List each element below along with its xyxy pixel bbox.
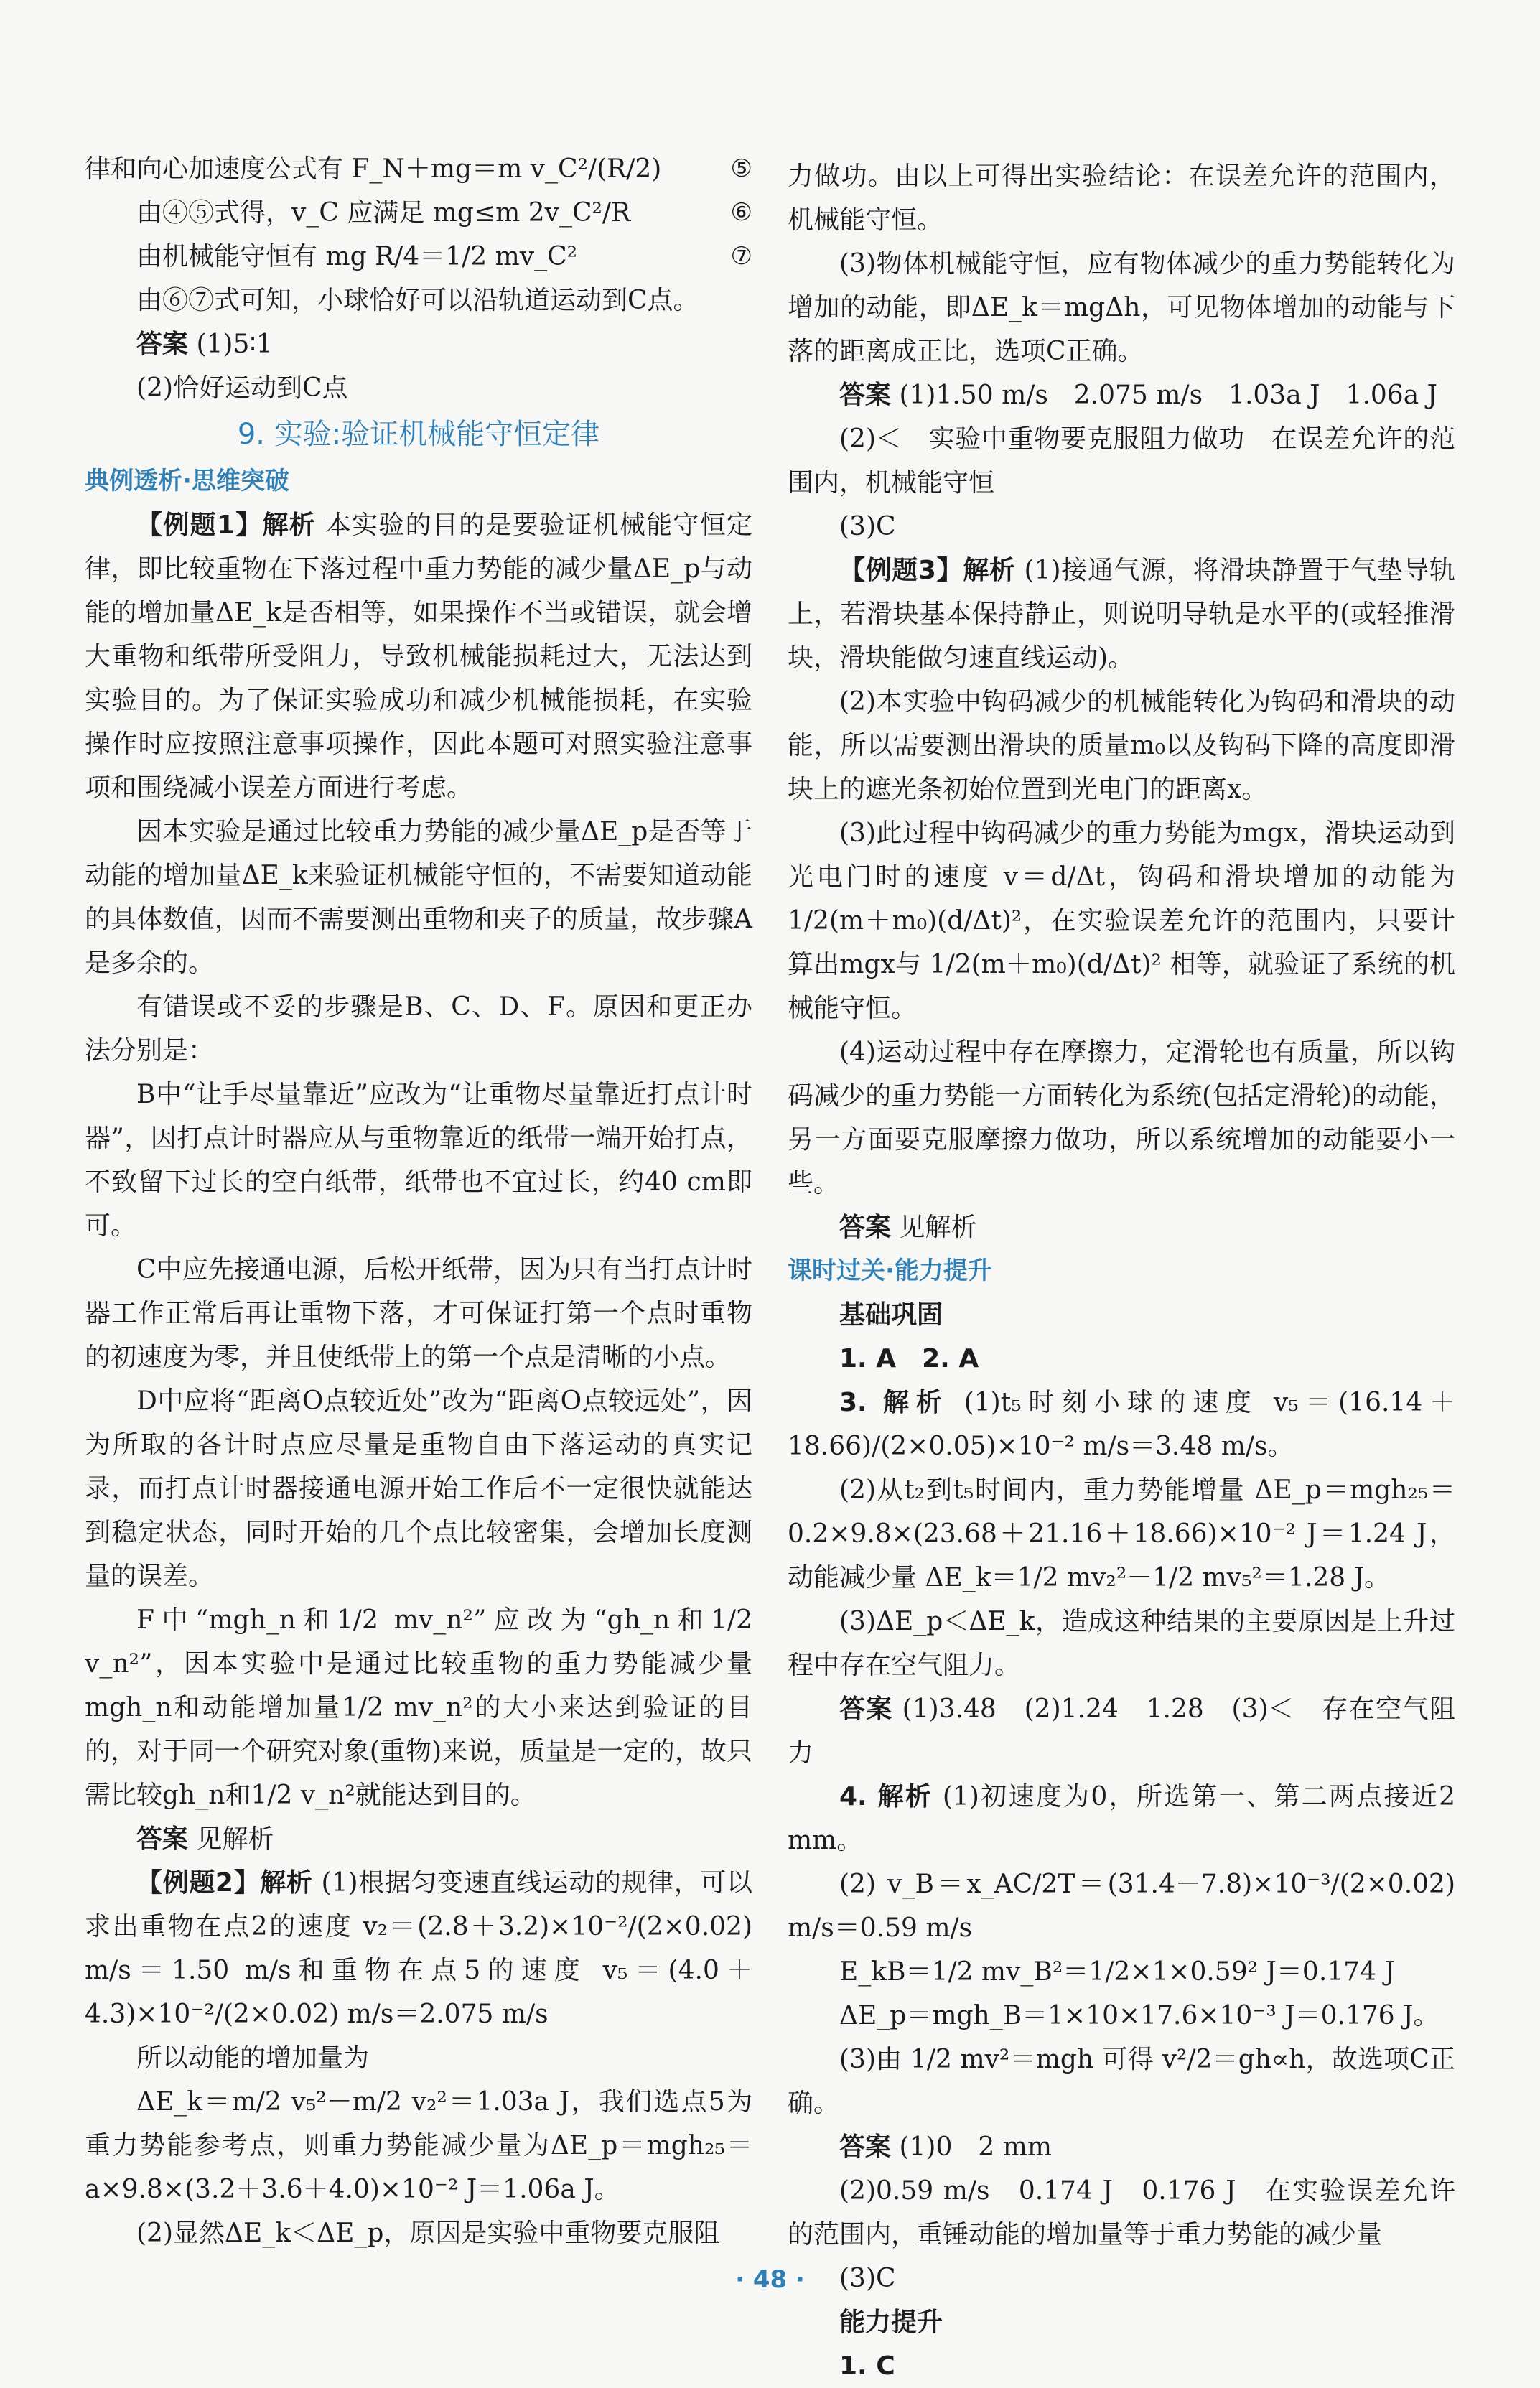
ability-heading: 能力提升 bbox=[839, 2308, 943, 2337]
right-column bbox=[788, 154, 1455, 2388]
paragraph: E_kB＝1/2 mv_B²＝1/2×1×0.59² J＝0.174 J bbox=[839, 1957, 1395, 1987]
paragraph: D中应将“距离O点较近处”改为“距离O点较远处”，因为所取的各计时点应尽量是重物自由下落运动的真实记录，而打点计时器接通电源开始工作后不一定很快就能达到稳定状态，同时开始的几个点比较密集，会增加长度测量的误差。 bbox=[85, 1386, 752, 1591]
answer-line: 答案 (1)0 2 mm bbox=[839, 2132, 1052, 2162]
paragraph: (3)由 1/2 mv²＝mgh 可得 v²/2＝gh∝h，故选项C正确。 bbox=[788, 2045, 1455, 2118]
answer-line: 答案 (1)3.48 (2)1.24 1.28 (3)＜ 存在空气阻力 bbox=[788, 1694, 1455, 1768]
paragraph: (3)ΔE_p＜ΔE_k，造成这种结果的主要原因是上升过程中存在空气阻力。 bbox=[788, 1607, 1455, 1680]
equation-7: 由机械能守恒有 mg R/4＝1/2 mv_C² ⑦ bbox=[136, 242, 752, 271]
paragraph: F中“mgh_n和1/2 mv_n²”应改为“gh_n和1/2 v_n²”，因本实验中是通过比较重物的重力势能减少量mgh_n和动能增加量1/2 mv_n²的大小来达到验证的目的，对于同一个研究对象(重物)来说，质量是一定的，故只需比较gh_n和1/2 v_n²就能达到目的。 bbox=[85, 1605, 752, 1810]
answer-line: 答案 (1)5∶1 bbox=[136, 330, 273, 359]
paragraph: (3)物体机械能守恒，应有物体减少的重力势能转化为增加的动能，即ΔE_k＝mgΔh，可见物体增加的动能与下落的距离成正比，选项C正确。 bbox=[788, 249, 1455, 366]
paragraph: (2)显然ΔE_k＜ΔE_p，原因是实验中重物要克服阻 bbox=[136, 2219, 720, 2248]
question-3: 3. 解析 (1)t₅时刻小球的速度 v₅＝(16.14＋18.66)/(2×0.05)×10⁻² m/s＝3.48 m/s。 bbox=[788, 1388, 1455, 1461]
section-title: 9. 实验:验证机械能守恒定律 bbox=[237, 418, 600, 451]
conclusion-text: 由⑥⑦式可知，小球恰好可以沿轨道运动到C点。 bbox=[136, 286, 699, 315]
basic-heading: 基础巩固 bbox=[839, 1300, 943, 1330]
answer-line: (3)C bbox=[839, 2264, 896, 2293]
paragraph: (2)从t₂到t₅时间内，重力势能增量 ΔE_p＝mgh₂₅＝0.2×9.8×(23.68＋21.16＋18.66)×10⁻² J＝1.24 J，动能减少量 ΔE_k＝1/2 mv₂²－1/2 mv₅²＝1.28 J。 bbox=[788, 1475, 1455, 1592]
answer-line: 答案 (1)1.50 m/s 2.075 m/s 1.03a J 1.06a J bbox=[839, 381, 1438, 410]
equation-5: 律和向心加速度公式有 F_N＋mg＝m v_C²/(R/2) ⑤ bbox=[85, 154, 752, 184]
example-1: 【例题1】解析 本实验的目的是要验证机械能守恒定律，即比较重物在下落过程中重力势能的减少量ΔE_p与动能的增加量ΔE_k是否相等，如果操作不当或错误，就会增大重物和纸带所受阻力，导致机械能损耗过大，无法达到实验目的。为了保证实验成功和减少机械能损耗，在实验操作时应按照注意事项操作，因此本题可对照实验注意事项和围绕减小误差方面进行考虑。 bbox=[85, 510, 752, 803]
answer-line: (2)0.59 m/s 0.174 J 0.176 J 在实验误差允许的范围内，重锤动能的增加量等于重力势能的减少量 bbox=[788, 2176, 1455, 2249]
paragraph: (4)运动过程中存在摩擦力，定滑轮也有质量，所以钩码减少的重力势能一方面转化为系统(包括定滑轮)的动能，另一方面要克服摩擦力做功，所以系统增加的动能要小一些。 bbox=[788, 1037, 1455, 1198]
question-4: 4. 解析 (1)初速度为0，所选第一、第二两点接近2 mm。 bbox=[788, 1782, 1455, 1855]
example-3: 【例题3】解析 (1)接通气源，将滑块静置于气垫导轨上，若滑块基本保持静止，则说明导轨是水平的(或轻推滑块，滑块能做匀速直线运动)。 bbox=[788, 556, 1455, 673]
paragraph: 所以动能的增加量为 bbox=[136, 2043, 370, 2073]
paragraph: (3)此过程中钩码减少的重力势能为mgx，滑块运动到光电门时的速度 v＝d/Δt，钩码和滑块增加的动能为 1/2(m＋m₀)(d/Δt)²，在实验误差允许的范围内，只要计算出mgx与 1/2(m＋m₀)(d/Δt)² 相等，就验证了系统的机械能守恒。 bbox=[788, 818, 1455, 1023]
paragraph: 有错误或不妥的步骤是B、C、D、F。原因和更正办法分别是： bbox=[85, 992, 752, 1065]
paragraph: B中“让手尽量靠近”应改为“让重物尽量靠近打点计时器”，因打点计时器应从与重物靠近的纸带一端开始打点，不致留下过长的空白纸带，纸带也不宜过长，约40 cm即可。 bbox=[85, 1080, 752, 1241]
sub-title: 典例透析·思维突破 bbox=[85, 467, 289, 495]
answers-1-2: 1. A 2. A bbox=[839, 1344, 979, 1373]
paragraph: (2)本实验中钩码减少的机械能转化为钩码和滑块的动能，所以需要测出滑块的质量m₀以及钩码下降的高度即滑块上的遮光条初始位置到光电门的距离x。 bbox=[788, 687, 1455, 804]
answer-line: 答案 见解析 bbox=[136, 1824, 274, 1854]
paragraph: C中应先接通电源，后松开纸带，因为只有当打点计时器工作正常后再让重物下落，才可保证打第一个点时重物的初速度为零，并且使纸带上的第一个点是清晰的小点。 bbox=[85, 1255, 752, 1372]
paragraph: ΔE_p＝mgh_B＝1×10×17.6×10⁻³ J＝0.176 J。 bbox=[839, 2001, 1439, 2030]
paragraph: ΔE_k＝m/2 v₅²－m/2 v₂²＝1.03a J，我们选点5为重力势能参考点，则重力势能减少量为ΔE_p＝mgh₂₅＝a×9.8×(3.2＋3.6＋4.0)×10⁻² J＝1.06a J。 bbox=[85, 2087, 752, 2204]
paragraph: 力做功。由以上可得出实验结论：在误差允许的范围内，机械能守恒。 bbox=[788, 162, 1455, 235]
answer-line-2: (2)恰好运动到C点 bbox=[136, 373, 348, 403]
paragraph: 因本实验是通过比较重力势能的减少量ΔE_p是否等于动能的增加量ΔE_k来验证机械能守恒的，不需要知道动能的具体数值，因而不需要测出重物和夹子的质量，故步骤A是多余的。 bbox=[85, 817, 752, 978]
answer-line: (2)＜ 实验中重物要克服阻力做功 在误差允许的范围内，机械能守恒 bbox=[788, 424, 1455, 498]
answer-line: 答案 见解析 bbox=[839, 1213, 977, 1242]
left-column bbox=[85, 147, 752, 2255]
equation-6: 由④⑤式得，v_C 应满足 mg≤m 2v_C²/R ⑥ bbox=[136, 198, 752, 228]
example-2: 【例题2】解析 (1)根据匀变速直线运动的规律，可以求出重物在点2的速度 v₂＝(2.8＋3.2)×10⁻²/(2×0.02) m/s＝1.50 m/s和重物在点5的速度 v₅＝(4.0＋4.3)×10⁻²/(2×0.02) m/s＝2.075 m/s bbox=[85, 1868, 752, 2029]
answer-1: 1. C bbox=[839, 2351, 895, 2381]
sub-title-2: 课时过关·能力提升 bbox=[788, 1256, 992, 1285]
answer-line: (3)C bbox=[839, 512, 896, 541]
page-number: · 48 · bbox=[735, 2265, 805, 2294]
paragraph: (2) v_B＝x_AC/2T＝(31.4－7.8)×10⁻³/(2×0.02) m/s＝0.59 m/s bbox=[788, 1870, 1455, 1943]
